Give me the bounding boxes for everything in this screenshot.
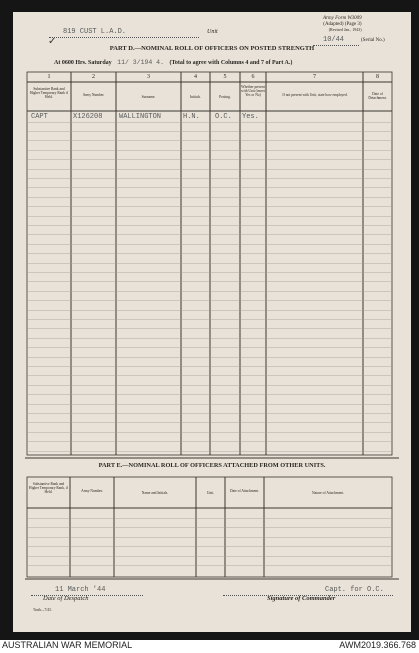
form-revised: (Revised Jan., 1943) (328, 27, 362, 33)
tick-mark: ✓ (48, 36, 57, 47)
row1-present: Yes. (242, 113, 259, 121)
date-prefix: At 0600 Hrs. Saturday (54, 60, 112, 66)
col-number-3: 3 (147, 74, 150, 80)
col-number-4: 4 (194, 74, 197, 80)
credit-left: AUSTRALIAN WAR MEMORIAL (2, 640, 133, 650)
col-number-5: 5 (223, 74, 227, 80)
signature-value: Capt. for O.C. (325, 586, 384, 594)
col-number-7: 7 (313, 74, 316, 80)
e-col-header-name: Name and Initials. (141, 491, 169, 495)
col-header-detachment: Date of Detachment. (368, 92, 387, 101)
row1-army-number: X126208 (73, 113, 103, 121)
col-number-1: 1 (47, 74, 51, 80)
row1-initials: H.N. (183, 113, 200, 121)
form-name: Army Form W3009 (323, 16, 362, 21)
date-suffix: (Total to agree with Columns 4 and 7 of Part A.) (169, 60, 293, 66)
part-d-title: PART D.—NOMINAL ROLL OF OFFICERS ON POSTED STRENGTH (109, 45, 315, 52)
col-header-employed: If not present with Unit, state how employed. (282, 93, 348, 97)
row1-posting: O.C. (215, 113, 232, 121)
col-number-2: 2 (92, 74, 95, 80)
credit-bar (0, 640, 419, 653)
serial-value: 10/44 (323, 36, 345, 44)
form-adapted: (Adapted) (Page 3) (323, 21, 362, 27)
unit-label: Unit (207, 29, 218, 35)
e-col-header-rank: Substantive Rank and Higher Temporary Rank, if Held. (28, 482, 68, 495)
date-value: 11/ 3/194 4. (117, 59, 164, 66)
credit-right: AWM2019.366.768 (339, 640, 416, 650)
row1-surname: WALLINGTON (119, 113, 162, 121)
col-header-army-number: Army Number. (82, 93, 105, 97)
col-header-posting: Posting. (219, 95, 231, 99)
col-header-present: Whether present with Unit (insert Yes or No) (241, 85, 265, 98)
col-number-8: 8 (376, 74, 379, 80)
e-col-header-army-number: Army Number. (81, 489, 103, 493)
e-col-header-nature: Nature of Attachment. (311, 491, 345, 495)
e-col-header-attachment-date: Date of Attachment. (229, 489, 260, 493)
form-page (13, 12, 411, 632)
despatch-value: 11 March '44 (55, 586, 106, 594)
e-col-header-unit: Unit. (206, 491, 215, 495)
part-e-title: PART E.—NOMINAL ROLL OF OFFICERS ATTACHED FROM OTHER UNITS. (98, 462, 326, 469)
unit-value: 819 CUST L.A.D. (63, 28, 127, 36)
col-header-surname: Surname. (141, 95, 156, 99)
col-header-initials: Initials. (190, 95, 201, 99)
serial-label: (Serial No.) (361, 38, 385, 43)
row1-rank: CAPT (31, 113, 48, 121)
printer-note: Truth—7/43. (33, 608, 52, 612)
col-header-rank: Substantive Rank and Higher Temporary Rank if Held. (29, 87, 69, 100)
col-number-6: 6 (251, 74, 255, 80)
signature-label: Signature of Commander (267, 595, 336, 602)
part-e-grid (13, 12, 411, 632)
despatch-label: Date of Despatch (43, 595, 89, 602)
